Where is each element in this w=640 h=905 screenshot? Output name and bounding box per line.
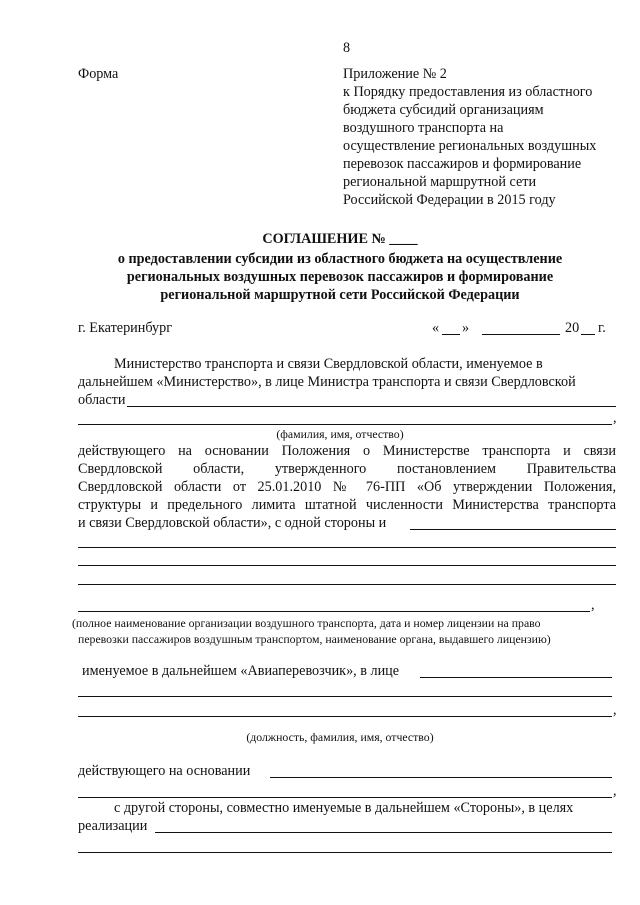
paragraph1-line: Министерство транспорта и связи Свердловской области, именуемое в xyxy=(114,356,543,372)
comma: , xyxy=(613,702,617,718)
heading-line: региональных воздушных перевозок пассажиров и формирование xyxy=(126,269,554,285)
paragraph2-last-line: и связи Свердловской области», с одной стороны и xyxy=(78,515,387,531)
caption-organization: (полное наименование организации воздушного транспорта, дата и номер лицензии на право xyxy=(72,616,541,630)
form-label: Форма xyxy=(78,66,119,82)
appendix-line: бюджета субсидий организациям xyxy=(343,102,544,118)
caption-fio: (фамилия, имя, отчество) xyxy=(276,427,404,441)
comma: , xyxy=(613,410,617,426)
place-name: г. Екатеринбург xyxy=(78,320,173,336)
carrier-rep-line xyxy=(78,696,612,697)
appendix-line: осуществление региональных воздушных xyxy=(343,138,597,154)
year-prefix: 20 xyxy=(565,320,580,336)
purpose-line xyxy=(78,852,612,853)
organization-line xyxy=(78,584,616,585)
comma: , xyxy=(613,783,617,799)
organization-line xyxy=(78,565,616,566)
paragraph2-line: действующего на основании Положения о Министерстве транспорта и связи xyxy=(78,443,616,459)
other-side-line: с другой стороны, совместно именуемые в дальнейшем «Стороны», в целях xyxy=(114,800,574,816)
heading-line: региональной маршрутной сети Российской Федерации xyxy=(160,287,520,303)
organization-line xyxy=(78,611,590,612)
comma: , xyxy=(591,597,595,613)
paragraph2-line: Свердловской области, утвержденного постановлением Правительства xyxy=(78,461,616,477)
date-open-quote: « xyxy=(432,320,440,336)
month-blank-line xyxy=(482,334,560,335)
appendix-line: к Порядку предоставления из областного xyxy=(343,84,593,100)
other-side-line: реализации xyxy=(78,818,148,834)
minister-name-line-2 xyxy=(78,424,612,425)
basis-text: действующего на основании xyxy=(78,763,251,779)
paragraph2-line: Свердловской области от 25.01.2010 № 76-ПП «Об утверждении Положения, xyxy=(78,479,616,495)
year-suffix: г. xyxy=(598,320,606,336)
paragraph2-line: структуры и предельного лимита штатной численности Министерства транспорта xyxy=(78,497,616,513)
paragraph1-line: дальнейшем «Министерство», в лице Министра транспорта и связи Свердловской xyxy=(78,374,576,390)
caption-organization: перевозки пассажиров воздушным транспортом, наименование органа, выдавшего лицензию) xyxy=(78,632,551,646)
appendix-line: региональной маршрутной сети xyxy=(343,174,537,190)
paragraph1-line: области xyxy=(78,392,126,408)
carrier-rep-line xyxy=(78,716,612,717)
year-blank-line xyxy=(581,334,595,335)
caption-position: (должность, фамилия, имя, отчество) xyxy=(246,730,434,744)
page-number: 8 xyxy=(343,40,351,56)
day-blank-line xyxy=(442,334,460,335)
organization-line xyxy=(78,547,616,548)
minister-name-line xyxy=(127,406,616,407)
agreement-title: СОГЛАШЕНИЕ № ____ xyxy=(262,231,418,247)
basis-line xyxy=(78,797,612,798)
heading-line: о предоставлении субсидии из областного бюджета на осуществление xyxy=(117,251,563,267)
purpose-line xyxy=(155,832,612,833)
organization-line xyxy=(410,529,616,530)
basis-line xyxy=(270,777,612,778)
carrier-rep-line xyxy=(420,677,612,678)
appendix-line: перевозок пассажиров и формирование xyxy=(343,156,582,172)
appendix-line: Российской Федерации в 2015 году xyxy=(343,192,556,208)
carrier-text: именуемое в дальнейшем «Авиаперевозчик», в лице xyxy=(82,663,400,679)
appendix-line: воздушного транспорта на xyxy=(343,120,504,136)
date-close-quote: » xyxy=(462,320,470,336)
appendix-title: Приложение № 2 xyxy=(343,66,447,82)
